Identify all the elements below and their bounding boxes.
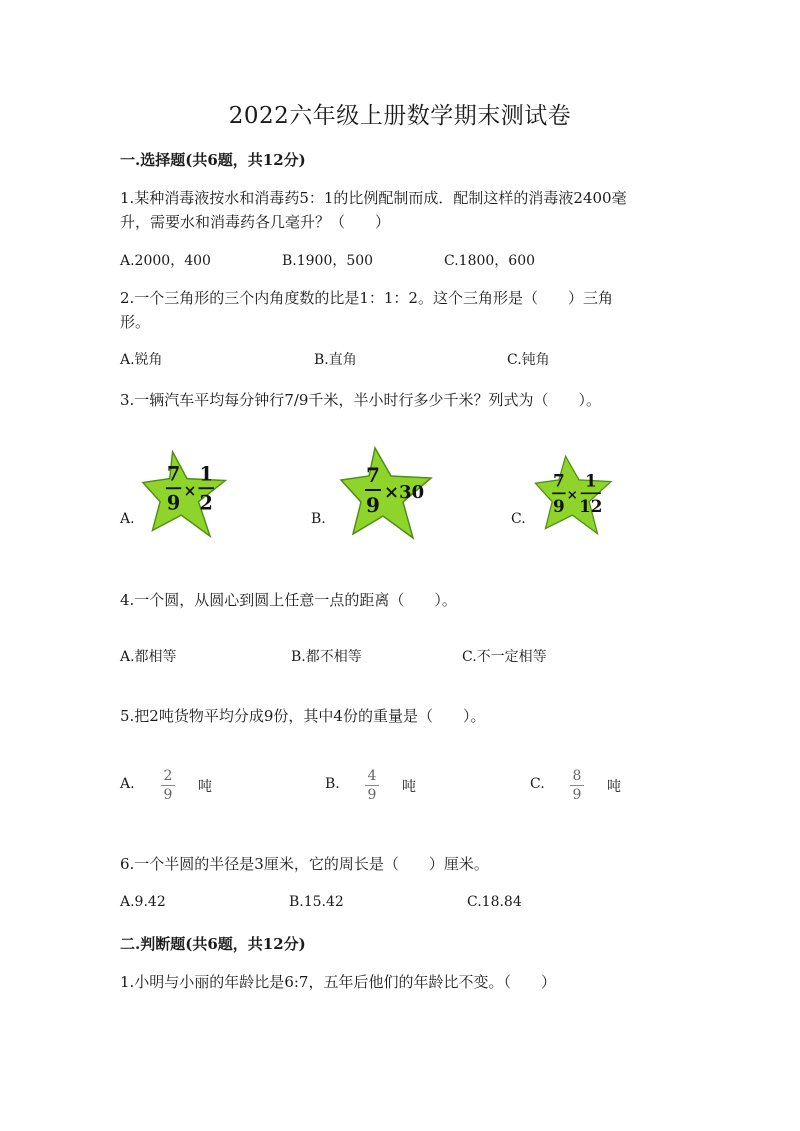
q3-c-denominator: 9 <box>553 495 565 516</box>
q5-option-a-fraction: 2 9 <box>158 768 178 803</box>
q5-option-c-label: C. <box>530 776 545 792</box>
q3-c-operator: × <box>566 487 578 504</box>
q5-option-b-label: B. <box>325 776 340 792</box>
q6-option-a: A.9.42 <box>120 894 166 910</box>
q1-option-a: A.2000，400 <box>120 253 211 269</box>
question-6-text: 6.一个半圆的半径是3厘米，它的周长是（ ）厘米。 <box>120 855 489 873</box>
q3-option-c-label: C. <box>511 511 526 527</box>
q3-option-a-star-icon <box>138 446 236 542</box>
q2-option-c: C.钝角 <box>507 352 550 368</box>
q3-a-numerator-2: 1 <box>199 462 213 486</box>
q3-b-numerator: 7 <box>366 463 380 487</box>
q5-option-a-unit: 吨 <box>198 779 212 795</box>
q5-option-c-fraction: 8 9 <box>567 768 587 803</box>
q2-option-b: B.直角 <box>314 352 357 368</box>
q5-option-a-label: A. <box>120 776 135 792</box>
question-3-text: 3.一辆汽车平均每分钟行7/9千米，半小时行多少千米？列式为（ ）。 <box>120 391 601 409</box>
question-1-text: 1.某种消毒液按水和消毒药5：1的比例配制而成．配制这样的消毒液2400毫 <box>120 189 627 207</box>
q3-a-denominator-2: 2 <box>199 491 213 515</box>
q3-c-denominator-2: 12 <box>579 495 603 516</box>
q5-option-c-unit: 吨 <box>607 779 621 795</box>
q1-option-b: B.1900，500 <box>282 253 374 269</box>
question-4-text: 4.一个圆，从圆心到圆上任意一点的距离（ ）。 <box>120 591 457 609</box>
question-2-text-cont: 形。 <box>120 313 151 331</box>
q5-option-b-fraction: 4 9 <box>362 768 382 803</box>
q6-option-c: C.18.84 <box>467 894 522 910</box>
q6-option-b: B.15.42 <box>289 894 344 910</box>
q1-option-c: C.1800，600 <box>444 253 536 269</box>
q2-option-a: A.锐角 <box>120 352 163 368</box>
q4-option-c: C.不一定相等 <box>462 649 547 665</box>
q3-a-numerator: 7 <box>166 462 181 486</box>
q3-option-b-label: B. <box>311 511 326 527</box>
q3-option-a-label: A. <box>120 511 135 527</box>
q3-a-operator: × <box>183 481 197 500</box>
q3-b-operator: ×30 <box>384 482 425 503</box>
question-2-text: 2.一个三角形的三个内角度数的比是1：1：2。这个三角形是（ ）三角 <box>120 289 613 307</box>
page-title: 2022六年级上册数学期末测试卷 <box>228 103 572 129</box>
q4-option-a: A.都相等 <box>120 649 177 665</box>
section-heading-choice: 一.选择题(共6题，共12分) <box>120 151 306 169</box>
q3-a-denominator: 9 <box>166 491 181 515</box>
question-1-text-cont: 升，需要水和消毒药各几毫升？（ ） <box>120 213 391 231</box>
q3-b-denominator: 9 <box>366 493 380 517</box>
q3-c-numerator: 7 <box>553 470 565 491</box>
q4-option-b: B.都不相等 <box>291 649 362 665</box>
q3-option-b-star-icon <box>337 444 437 544</box>
q3-c-numerator-2: 1 <box>584 470 597 491</box>
section-heading-true-false: 二.判断题(共6题，共12分) <box>120 935 306 953</box>
question-5-text: 5.把2吨货物平均分成9份，其中4份的重量是（ ）。 <box>120 707 486 725</box>
q5-option-b-unit: 吨 <box>402 779 416 795</box>
q3-option-c-star-icon <box>532 452 616 538</box>
tf-question-1-text: 1.小明与小丽的年龄比是6:7，五年后他们的年龄比不变。（ ） <box>120 973 556 991</box>
